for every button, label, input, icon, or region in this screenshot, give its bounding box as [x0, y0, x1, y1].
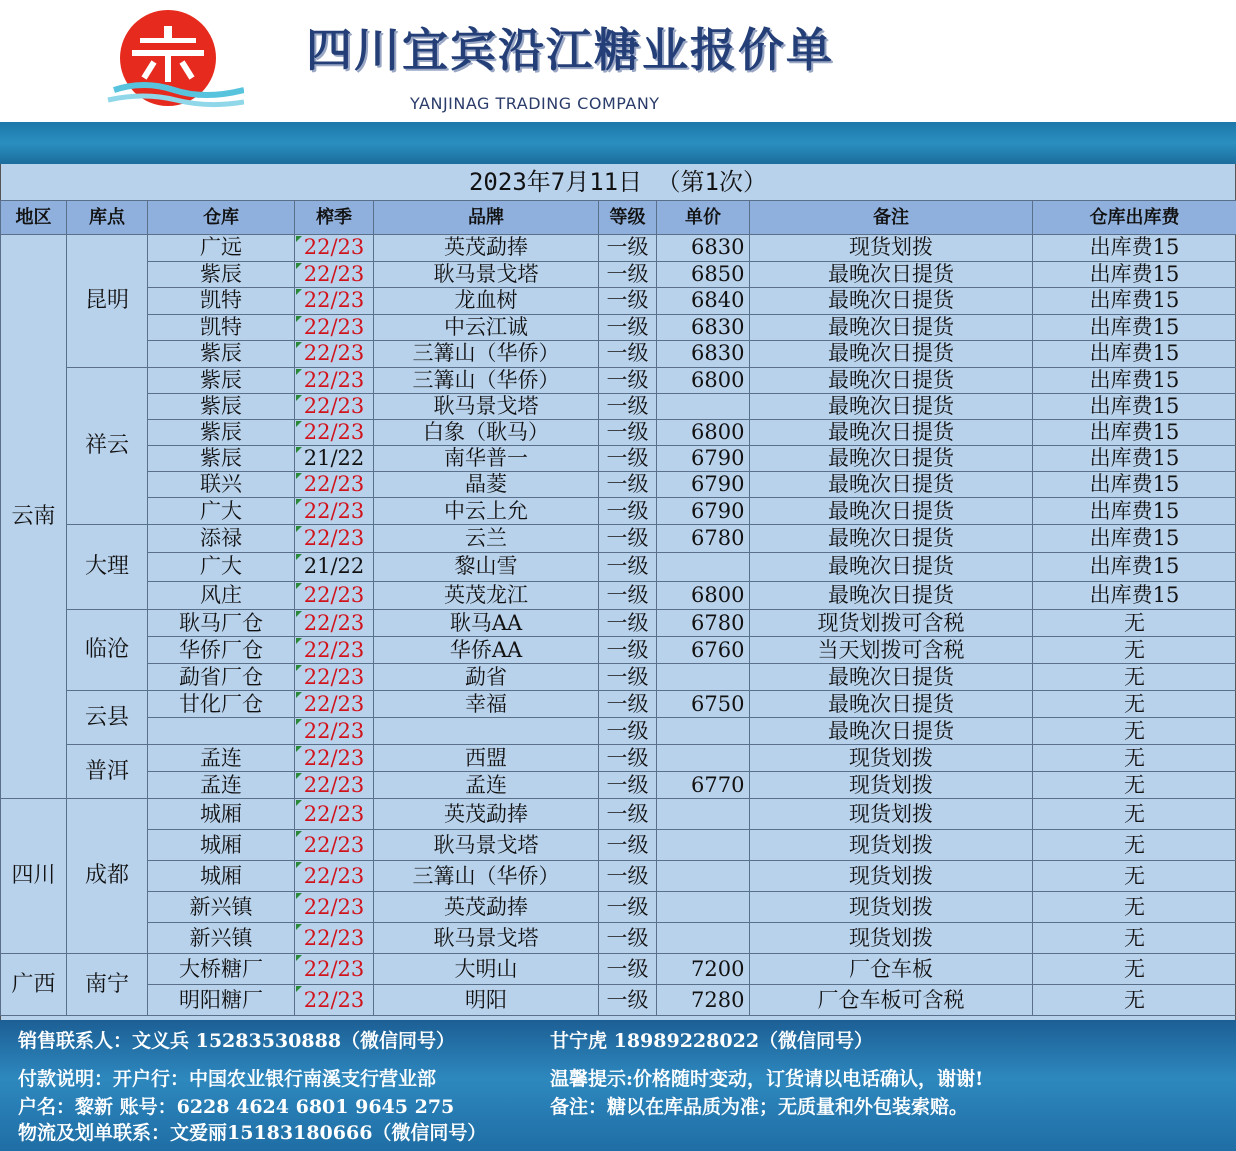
fee-cell: 无: [1033, 745, 1236, 772]
grade-cell: 一级: [599, 892, 657, 923]
price-cell: 6790: [657, 472, 750, 498]
grade-cell: 一级: [599, 367, 657, 393]
table-row: [1, 637, 1236, 664]
note-cell: 现货划拨: [750, 861, 1033, 892]
note-cell: 最晚次日提货: [750, 524, 1033, 553]
season-cell: 22/23: [295, 772, 374, 799]
price-cell: [657, 553, 750, 582]
column-header: 单价: [657, 201, 750, 235]
column-header: 地区: [1, 201, 67, 235]
brand-cell: 华侨AA: [374, 637, 599, 664]
company-subtitle: YANJINAG TRADING COMPANY: [410, 94, 660, 113]
price-cell: 6790: [657, 498, 750, 524]
fee-cell: 出库费15: [1033, 367, 1236, 393]
warehouse-cell: 城厢: [148, 861, 295, 892]
warehouse-cell: 孟连: [148, 745, 295, 772]
warehouse-cell: 紫辰: [148, 261, 295, 288]
depot-cell: 成都: [67, 799, 148, 954]
second-contact: 甘宁虎 18989228022（微信同号）: [550, 1030, 874, 1052]
price-cell: 6780: [657, 524, 750, 553]
note-cell: 最晚次日提货: [750, 314, 1033, 341]
grade-cell: 一级: [599, 923, 657, 954]
brand-cell: 耿马景戈塔: [374, 393, 599, 419]
grade-cell: 一级: [599, 581, 657, 610]
price-cell: [657, 892, 750, 923]
note-cell: 最晚次日提货: [750, 288, 1033, 315]
season-cell: 22/23: [295, 892, 374, 923]
note-cell: 最晚次日提货: [750, 367, 1033, 393]
warehouse-cell: 孟连: [148, 772, 295, 799]
table-row: [1, 799, 1236, 830]
fee-cell: 无: [1033, 610, 1236, 637]
price-tip: 温馨提示:价格随时变动，订货请以电话确认，谢谢!: [550, 1068, 984, 1090]
grade-cell: 一级: [599, 691, 657, 718]
table-row: [1, 954, 1236, 985]
price-cell: 6780: [657, 610, 750, 637]
brand-cell: 孟连: [374, 772, 599, 799]
note-cell: 现货划拨: [750, 799, 1033, 830]
price-cell: 7200: [657, 954, 750, 985]
fee-cell: 出库费15: [1033, 288, 1236, 315]
table-row: [1, 553, 1236, 582]
brand-cell: 英茂勐捧: [374, 892, 599, 923]
column-header: 库点: [67, 201, 148, 235]
price-cell: 6840: [657, 288, 750, 315]
warehouse-cell: 耿马厂仓: [148, 610, 295, 637]
season-cell: 22/23: [295, 419, 374, 445]
fee-cell: 无: [1033, 637, 1236, 664]
season-cell: 22/23: [295, 799, 374, 830]
fee-cell: 出库费15: [1033, 393, 1236, 419]
column-header: 备注: [750, 201, 1033, 235]
note-cell: 现货划拨可含税: [750, 610, 1033, 637]
fee-cell: 无: [1033, 830, 1236, 861]
grade-cell: 一级: [599, 341, 657, 368]
grade-cell: 一级: [599, 393, 657, 419]
fee-cell: 出库费15: [1033, 581, 1236, 610]
brand-cell: 中云江诚: [374, 314, 599, 341]
price-cell: 6830: [657, 341, 750, 368]
depot-cell: 普洱: [67, 745, 148, 799]
season-cell: 22/23: [295, 288, 374, 315]
brand-cell: 中云上允: [374, 498, 599, 524]
account-info: 户名：黎新 账号：6228 4624 6801 9645 275: [18, 1096, 455, 1118]
warehouse-cell: 甘化厂仓: [148, 691, 295, 718]
table-row: [1, 923, 1236, 954]
table-row: [1, 446, 1236, 472]
note-cell: 最晚次日提货: [750, 393, 1033, 419]
season-cell: 22/23: [295, 954, 374, 985]
season-cell: 22/23: [295, 261, 374, 288]
season-cell: 22/23: [295, 367, 374, 393]
season-cell: 22/23: [295, 923, 374, 954]
table-row: [1, 772, 1236, 799]
grade-cell: 一级: [599, 745, 657, 772]
season-cell: 22/23: [295, 235, 374, 262]
fee-cell: 无: [1033, 954, 1236, 985]
price-cell: 6800: [657, 419, 750, 445]
warehouse-cell: 联兴: [148, 472, 295, 498]
warehouse-cell: 紫辰: [148, 419, 295, 445]
table-row: [1, 498, 1236, 524]
grade-cell: 一级: [599, 664, 657, 691]
table-row: [1, 288, 1236, 315]
table-row: [1, 718, 1236, 745]
price-cell: 6830: [657, 314, 750, 341]
region-cell: 四川: [1, 799, 67, 954]
brand-cell: 英茂勐捧: [374, 235, 599, 262]
brand-cell: 三篝山（华侨）: [374, 861, 599, 892]
price-cell: 6800: [657, 367, 750, 393]
brand-cell: 晶菱: [374, 472, 599, 498]
season-cell: 22/23: [295, 610, 374, 637]
depot-cell: 祥云: [67, 367, 148, 524]
fee-cell: 无: [1033, 799, 1236, 830]
brand-cell: 三篝山（华侨）: [374, 341, 599, 368]
grade-cell: 一级: [599, 772, 657, 799]
table-row: [1, 664, 1236, 691]
warehouse-cell: 凯特: [148, 314, 295, 341]
fee-cell: 出库费15: [1033, 553, 1236, 582]
note-cell: 最晚次日提货: [750, 581, 1033, 610]
brand-cell: 耿马景戈塔: [374, 830, 599, 861]
note-cell: 最晚次日提货: [750, 553, 1033, 582]
grade-cell: 一级: [599, 446, 657, 472]
note-cell: 现货划拨: [750, 772, 1033, 799]
fee-cell: 无: [1033, 664, 1236, 691]
column-header: 榨季: [295, 201, 374, 235]
table-row: [1, 419, 1236, 445]
season-cell: 22/23: [295, 472, 374, 498]
season-cell: 22/23: [295, 718, 374, 745]
grade-cell: 一级: [599, 799, 657, 830]
season-cell: 22/23: [295, 861, 374, 892]
brand-cell: 耿马AA: [374, 610, 599, 637]
warehouse-cell: 添禄: [148, 524, 295, 553]
note-cell: 最晚次日提货: [750, 718, 1033, 745]
fee-cell: 无: [1033, 718, 1236, 745]
table-row: [1, 985, 1236, 1016]
region-cell: 云南: [1, 235, 67, 799]
fee-cell: 无: [1033, 861, 1236, 892]
brand-cell: 西盟: [374, 745, 599, 772]
brand-cell: 英茂龙江: [374, 581, 599, 610]
grade-cell: 一级: [599, 261, 657, 288]
note-cell: 现货划拨: [750, 745, 1033, 772]
blue-divider-band: [0, 122, 1236, 164]
grade-cell: 一级: [599, 610, 657, 637]
table-row: [1, 610, 1236, 637]
brand-cell: 幸福: [374, 691, 599, 718]
brand-cell: 耿马景戈塔: [374, 923, 599, 954]
grade-cell: 一级: [599, 553, 657, 582]
warehouse-cell: 大桥糖厂: [148, 954, 295, 985]
warehouse-cell: 紫辰: [148, 367, 295, 393]
grade-cell: 一级: [599, 472, 657, 498]
note-cell: 最晚次日提货: [750, 691, 1033, 718]
page-title: 四川宜宾沿江糖业报价单: [306, 23, 834, 77]
warehouse-cell: 广大: [148, 553, 295, 582]
season-cell: 21/22: [295, 553, 374, 582]
season-cell: 22/23: [295, 985, 374, 1016]
price-cell: [657, 745, 750, 772]
price-cell: [657, 799, 750, 830]
date-line: 2023年7月11日 （第1次）: [468, 168, 768, 196]
table-row: [1, 367, 1236, 393]
column-header: 仓库出库费: [1033, 201, 1236, 235]
fee-cell: 出库费15: [1033, 235, 1236, 262]
warehouse-cell: 城厢: [148, 799, 295, 830]
price-cell: 6750: [657, 691, 750, 718]
brand-cell: 云兰: [374, 524, 599, 553]
table-row: [1, 830, 1236, 861]
column-header: 等级: [599, 201, 657, 235]
season-cell: 22/23: [295, 581, 374, 610]
note-cell: 现货划拨: [750, 235, 1033, 262]
grade-cell: 一级: [599, 830, 657, 861]
fee-cell: 出库费15: [1033, 524, 1236, 553]
season-cell: 22/23: [295, 691, 374, 718]
grade-cell: 一级: [599, 314, 657, 341]
fee-cell: 无: [1033, 772, 1236, 799]
grade-cell: 一级: [599, 288, 657, 315]
warehouse-cell: 勐省厂仓: [148, 664, 295, 691]
depot-cell: 大理: [67, 524, 148, 610]
note-cell: 最晚次日提货: [750, 498, 1033, 524]
price-cell: [657, 718, 750, 745]
note-cell: 厂仓车板可含税: [750, 985, 1033, 1016]
note-cell: 最晚次日提货: [750, 341, 1033, 368]
fee-cell: 出库费15: [1033, 341, 1236, 368]
footer-contacts: [0, 1020, 1236, 1151]
brand-cell: 南华普一: [374, 446, 599, 472]
note-cell: 厂仓车板: [750, 954, 1033, 985]
fee-cell: 无: [1033, 923, 1236, 954]
price-cell: [657, 830, 750, 861]
price-cell: 6760: [657, 637, 750, 664]
price-cell: [657, 393, 750, 419]
warehouse-cell: 风庄: [148, 581, 295, 610]
fee-cell: 出库费15: [1033, 419, 1236, 445]
price-cell: [657, 923, 750, 954]
note-cell: 最晚次日提货: [750, 664, 1033, 691]
table-row: [1, 691, 1236, 718]
note-cell: 当天划拨可含税: [750, 637, 1033, 664]
price-cell: 6850: [657, 261, 750, 288]
note-cell: 最晚次日提货: [750, 261, 1033, 288]
warehouse-cell: 城厢: [148, 830, 295, 861]
note-cell: 现货划拨: [750, 830, 1033, 861]
table-row: [1, 861, 1236, 892]
fee-cell: 无: [1033, 985, 1236, 1016]
table-row: [1, 892, 1236, 923]
warehouse-cell: 明阳糖厂: [148, 985, 295, 1016]
season-cell: 22/23: [295, 341, 374, 368]
price-cell: 7280: [657, 985, 750, 1016]
season-cell: 22/23: [295, 745, 374, 772]
table-row: [1, 314, 1236, 341]
note-cell: 现货划拨: [750, 923, 1033, 954]
warehouse-cell: 紫辰: [148, 393, 295, 419]
fee-cell: 出库费15: [1033, 314, 1236, 341]
warehouse-cell: 广远: [148, 235, 295, 262]
table-row: [1, 393, 1236, 419]
brand-cell: [374, 718, 599, 745]
price-cell: 6790: [657, 446, 750, 472]
brand-cell: 勐省: [374, 664, 599, 691]
season-cell: 22/23: [295, 637, 374, 664]
warehouse-cell: 广大: [148, 498, 295, 524]
season-cell: 22/23: [295, 498, 374, 524]
season-cell: 22/23: [295, 393, 374, 419]
table-row: [1, 261, 1236, 288]
season-cell: 22/23: [295, 830, 374, 861]
price-cell: [657, 861, 750, 892]
season-cell: 22/23: [295, 314, 374, 341]
price-cell: 6770: [657, 772, 750, 799]
logistics-contact: 物流及划单联系：文爱丽15183180666（微信同号）: [18, 1122, 487, 1144]
table-row: [1, 524, 1236, 553]
price-cell: 6830: [657, 235, 750, 262]
region-cell: 广西: [1, 954, 67, 1016]
brand-cell: 英茂勐捧: [374, 799, 599, 830]
depot-cell: 临沧: [67, 610, 148, 691]
grade-cell: 一级: [599, 718, 657, 745]
grade-cell: 一级: [599, 419, 657, 445]
depot-cell: 云县: [67, 691, 148, 745]
column-header: 品牌: [374, 201, 599, 235]
brand-cell: 三篝山（华侨）: [374, 367, 599, 393]
payment-info: 付款说明：开户行：中国农业银行南溪支行营业部: [18, 1068, 437, 1090]
column-header: 仓库: [148, 201, 295, 235]
price-table: [0, 200, 1236, 1016]
grade-cell: 一级: [599, 498, 657, 524]
company-logo-icon: [104, 8, 244, 114]
table-row: [1, 581, 1236, 610]
grade-cell: 一级: [599, 954, 657, 985]
season-cell: 21/22: [295, 446, 374, 472]
grade-cell: 一级: [599, 861, 657, 892]
note-cell: 最晚次日提货: [750, 419, 1033, 445]
grade-cell: 一级: [599, 235, 657, 262]
depot-cell: 南宁: [67, 954, 148, 1016]
table-row: [1, 235, 1236, 262]
brand-cell: 黎山雪: [374, 553, 599, 582]
fee-cell: 出库费15: [1033, 261, 1236, 288]
warehouse-cell: [148, 718, 295, 745]
price-cell: [657, 664, 750, 691]
grade-cell: 一级: [599, 985, 657, 1016]
depot-cell: 昆明: [67, 235, 148, 368]
quality-remark: 备注：糖以在库品质为准；无质量和外包装索赔。: [550, 1096, 969, 1118]
table-row: [1, 341, 1236, 368]
table-header-row: [1, 201, 1236, 235]
brand-cell: 大明山: [374, 954, 599, 985]
warehouse-cell: 紫辰: [148, 446, 295, 472]
fee-cell: 出库费15: [1033, 472, 1236, 498]
warehouse-cell: 华侨厂仓: [148, 637, 295, 664]
season-cell: 22/23: [295, 664, 374, 691]
warehouse-cell: 凯特: [148, 288, 295, 315]
warehouse-cell: 新兴镇: [148, 892, 295, 923]
brand-cell: 耿马景戈塔: [374, 261, 599, 288]
fee-cell: 出库费15: [1033, 498, 1236, 524]
brand-cell: 明阳: [374, 985, 599, 1016]
warehouse-cell: 紫辰: [148, 341, 295, 368]
sales-contact: 销售联系人：文义兵 15283530888（微信同号）: [18, 1030, 456, 1052]
grade-cell: 一级: [599, 524, 657, 553]
note-cell: 最晚次日提货: [750, 472, 1033, 498]
season-cell: 22/23: [295, 524, 374, 553]
table-row: [1, 745, 1236, 772]
grade-cell: 一级: [599, 637, 657, 664]
warehouse-cell: 新兴镇: [148, 923, 295, 954]
fee-cell: 出库费15: [1033, 446, 1236, 472]
brand-cell: 龙血树: [374, 288, 599, 315]
note-cell: 现货划拨: [750, 892, 1033, 923]
fee-cell: 无: [1033, 892, 1236, 923]
table-row: [1, 472, 1236, 498]
fee-cell: 无: [1033, 691, 1236, 718]
note-cell: 最晚次日提货: [750, 446, 1033, 472]
page-header: [0, 0, 1236, 122]
price-cell: 6800: [657, 581, 750, 610]
brand-cell: 白象（耿马）: [374, 419, 599, 445]
